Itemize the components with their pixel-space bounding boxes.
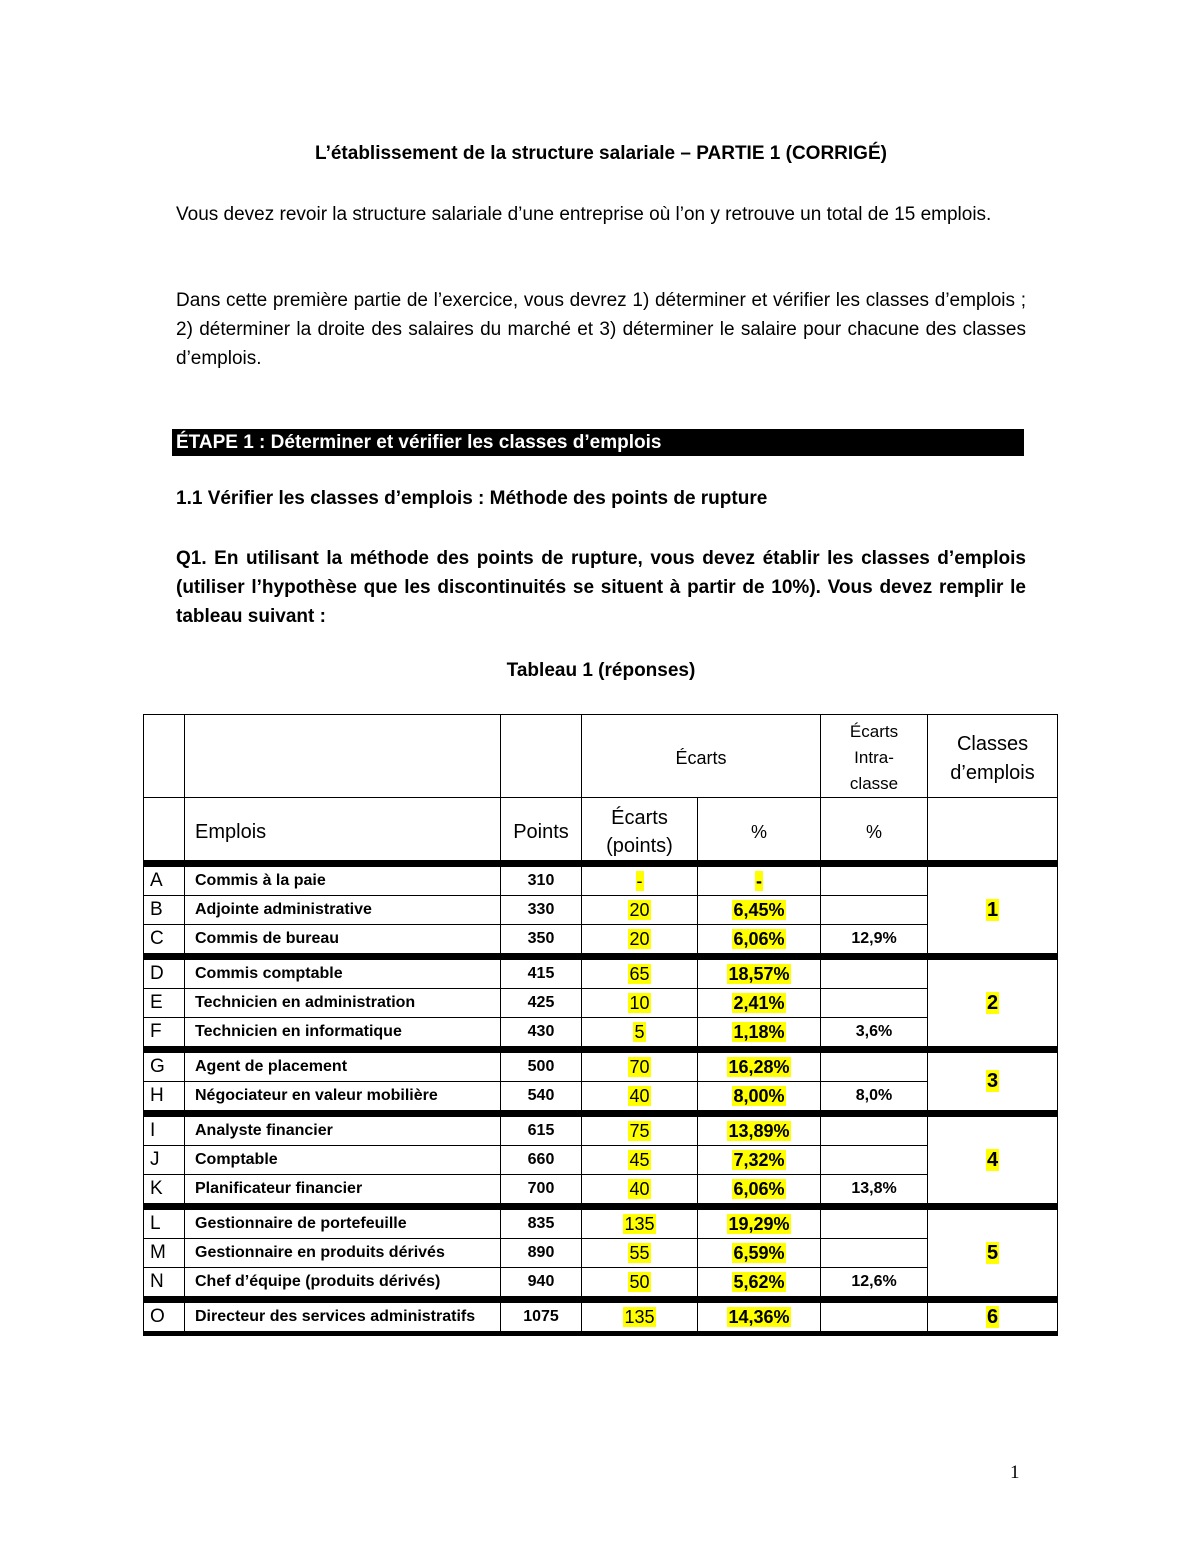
intra-pct-header: % <box>821 798 928 864</box>
document-title: L’établissement de la structure salariale – PARTIE 1 (CORRIGÉ) <box>315 143 887 164</box>
row-letter <box>144 1146 185 1175</box>
ecart-points-value: 40 <box>629 1178 650 1199</box>
job-name <box>185 1146 501 1175</box>
job-name <box>185 1207 501 1239</box>
intra-class-pct <box>821 925 928 957</box>
job-name-value: Gestionnaire de portefeuille <box>195 1215 407 1232</box>
ecart-points-value: 135 <box>624 1213 655 1234</box>
row-letter <box>144 1239 185 1268</box>
job-points <box>501 1018 582 1050</box>
row-letter-value: I <box>150 1120 156 1141</box>
ecart-points-value: 20 <box>629 899 650 920</box>
job-name-value: Commis comptable <box>195 965 343 982</box>
intra-class-pct <box>821 1207 928 1239</box>
job-points-value: 330 <box>527 901 555 918</box>
class-number-value: 5 <box>986 1241 999 1264</box>
table-caption: Tableau 1 (réponses) <box>506 660 696 681</box>
ecart-pct-value: 16,28% <box>728 1056 790 1077</box>
ecart-pct-value: 6,06% <box>733 928 785 949</box>
row-letter-value: B <box>150 899 163 920</box>
ecart-pct-value: 6,45% <box>733 899 785 920</box>
table-row <box>144 957 1058 989</box>
row-letter <box>144 1207 185 1239</box>
intra-class-pct <box>821 1268 928 1300</box>
job-name <box>185 1268 501 1300</box>
class-number-value: 1 <box>986 898 999 921</box>
table-row <box>144 1114 1058 1146</box>
table-row <box>144 925 1058 957</box>
ecart-points <box>582 1050 698 1082</box>
job-points-value: 890 <box>527 1244 555 1261</box>
table-row <box>144 864 1058 896</box>
ecart-pct-value: 8,00% <box>733 1085 785 1106</box>
ecart-points <box>582 896 698 925</box>
job-name <box>185 1114 501 1146</box>
row-letter-value: L <box>150 1213 161 1234</box>
ecart-points-value: 135 <box>624 1306 655 1327</box>
class-number <box>928 1207 1058 1300</box>
job-points <box>501 1082 582 1114</box>
ecart-points <box>582 1300 698 1334</box>
row-letter-value: N <box>150 1271 164 1292</box>
ecart-points-value: 65 <box>629 963 650 984</box>
page-number: 1 <box>1010 1462 1020 1483</box>
job-name-value: Chef d’équipe (produits dérivés) <box>195 1273 441 1290</box>
row-letter-value: K <box>150 1178 163 1199</box>
table-row <box>144 1268 1058 1300</box>
job-name-value: Commis à la paie <box>195 872 326 889</box>
table-row <box>144 1082 1058 1114</box>
row-letter <box>144 1300 185 1334</box>
intro-paragraph-1: Vous devez revoir la structure salariale d’une entreprise où l’on y retrouve un total de 15 emplois. <box>176 204 992 225</box>
row-letter <box>144 1050 185 1082</box>
job-points <box>501 1239 582 1268</box>
job-name <box>185 1239 501 1268</box>
intra-class-pct <box>821 1239 928 1268</box>
ecart-pct <box>698 1082 821 1114</box>
ecart-pct-value: 19,29% <box>728 1213 790 1234</box>
job-name-value: Analyste financier <box>195 1122 333 1139</box>
row-letter <box>144 957 185 989</box>
intro-paragraph-2: Dans cette première partie de l’exercice, vous devrez 1) déterminer et vérifier les classes d’emplois ; 2) déterminer la droite des salaires du marché et 3) déterminer le salaire pour chacune des classes d’emplois. <box>176 290 1026 369</box>
class-number-value: 2 <box>986 991 999 1014</box>
intra-class-pct <box>821 1146 928 1175</box>
ecart-points-value: 70 <box>629 1056 650 1077</box>
table-row <box>144 896 1058 925</box>
row-letter-value: E <box>150 992 163 1013</box>
table-row <box>144 1239 1058 1268</box>
classes-header: Classes d’emplois <box>928 715 1058 798</box>
ecart-points <box>582 1268 698 1300</box>
row-letter <box>144 864 185 896</box>
job-points-value: 615 <box>527 1122 555 1139</box>
job-points-value: 940 <box>527 1273 555 1290</box>
ecart-pct <box>698 896 821 925</box>
ecart-points <box>582 925 698 957</box>
class-number-value: 3 <box>986 1070 999 1092</box>
ecart-pct <box>698 925 821 957</box>
intra-class-pct <box>821 1082 928 1114</box>
ecart-points <box>582 1018 698 1050</box>
job-points <box>501 957 582 989</box>
ecart-pct <box>698 1018 821 1050</box>
job-points <box>501 1050 582 1082</box>
class-number <box>928 957 1058 1050</box>
ecart-pct <box>698 1239 821 1268</box>
job-name <box>185 1082 501 1114</box>
ecart-pct <box>698 864 821 896</box>
intra-class-pct <box>821 864 928 896</box>
intra-class-pct-value: 3,6% <box>855 1023 893 1040</box>
intra-class-pct <box>821 1114 928 1146</box>
ecart-pct <box>698 1114 821 1146</box>
intra-class-pct-value: 8,0% <box>855 1087 893 1104</box>
ecart-points-value: 55 <box>629 1242 650 1263</box>
ecart-points <box>582 1175 698 1207</box>
job-points-value: 660 <box>527 1151 555 1168</box>
ecart-pct-value: - <box>756 870 762 891</box>
class-number <box>928 1114 1058 1207</box>
emplois-header: Emplois <box>185 798 501 864</box>
class-number-value: 6 <box>986 1305 999 1328</box>
intra-class-pct-value: 13,8% <box>851 1180 897 1197</box>
job-name <box>185 925 501 957</box>
ecart-pct <box>698 1207 821 1239</box>
job-points <box>501 1146 582 1175</box>
class-number-value: 4 <box>986 1148 999 1171</box>
intra-class-pct <box>821 1175 928 1207</box>
subsection-heading: 1.1 Vérifier les classes d’emplois : Méthode des points de rupture <box>176 488 768 509</box>
ecart-pct <box>698 989 821 1018</box>
job-points <box>501 1207 582 1239</box>
table-row <box>144 1300 1058 1334</box>
job-name <box>185 1018 501 1050</box>
intra-class-pct-value: 12,9% <box>851 930 897 947</box>
row-letter <box>144 1018 185 1050</box>
intra-class-pct <box>821 1300 928 1334</box>
ecart-points <box>582 1114 698 1146</box>
job-points-value: 425 <box>527 994 555 1011</box>
classes-table <box>143 714 1058 1336</box>
job-points <box>501 1268 582 1300</box>
row-letter-value: C <box>150 928 164 949</box>
ecart-points-value: 5 <box>634 1021 645 1042</box>
intra-class-pct <box>821 989 928 1018</box>
ecarts-group-header: Écarts <box>582 715 821 798</box>
job-name <box>185 1300 501 1334</box>
job-points <box>501 1300 582 1334</box>
question-text: Q1. En utilisant la méthode des points de rupture, vous devez établir les classes d’emplois (utiliser l’hypothèse que les discontinuités se situent à partir de 10%). Vous devez remplir le tableau suivant : <box>176 548 1026 627</box>
ecart-pct <box>698 1175 821 1207</box>
intra-class-header: Écarts Intra- classe <box>821 715 928 798</box>
job-points <box>501 864 582 896</box>
ecart-pct-value: 6,59% <box>733 1242 785 1263</box>
ecart-pct <box>698 957 821 989</box>
ecart-points-value: 40 <box>629 1085 650 1106</box>
row-letter-value: H <box>150 1085 164 1106</box>
ecart-points-value: 50 <box>629 1271 650 1292</box>
header-row-2 <box>144 798 1058 864</box>
intra-class-pct-value: 12,6% <box>851 1273 897 1290</box>
job-points <box>501 1114 582 1146</box>
step-banner: ÉTAPE 1 : Déterminer et vérifier les classes d’emplois <box>172 429 1024 456</box>
job-points-value: 310 <box>527 872 555 889</box>
job-points-value: 1075 <box>523 1308 559 1325</box>
job-name-value: Négociateur en valeur mobilière <box>195 1087 438 1104</box>
ecart-points-value: 75 <box>629 1120 650 1141</box>
header-row-1 <box>144 715 1058 798</box>
ecart-points <box>582 1082 698 1114</box>
class-number <box>928 1300 1058 1334</box>
ecart-pct <box>698 1300 821 1334</box>
table-row <box>144 1207 1058 1239</box>
ecart-points <box>582 989 698 1018</box>
ecart-pct-value: 13,89% <box>728 1120 790 1141</box>
job-name <box>185 896 501 925</box>
job-name-value: Commis de bureau <box>195 930 340 947</box>
ecart-points <box>582 957 698 989</box>
ecarts-points-header: Écarts (points) <box>582 798 698 864</box>
table-row <box>144 989 1058 1018</box>
job-points-value: 430 <box>527 1023 555 1040</box>
ecart-pct-value: 18,57% <box>728 963 790 984</box>
job-points-value: 835 <box>527 1215 555 1232</box>
job-points-value: 700 <box>527 1180 555 1197</box>
job-points-value: 350 <box>527 930 555 947</box>
job-points-value: 415 <box>527 965 555 982</box>
job-name <box>185 1050 501 1082</box>
row-letter-value: J <box>150 1149 160 1170</box>
table-row <box>144 1050 1058 1082</box>
ecart-pct-value: 7,32% <box>733 1149 785 1170</box>
ecart-points-value: - <box>636 870 643 891</box>
job-name <box>185 957 501 989</box>
job-name-value: Technicien en administration <box>195 994 416 1011</box>
ecart-pct-value: 14,36% <box>728 1306 790 1327</box>
ecart-pct <box>698 1050 821 1082</box>
ecart-points <box>582 1239 698 1268</box>
row-letter <box>144 925 185 957</box>
job-points <box>501 896 582 925</box>
job-name-value: Comptable <box>195 1151 278 1168</box>
intra-class-pct <box>821 1050 928 1082</box>
job-points <box>501 989 582 1018</box>
ecart-pct <box>698 1268 821 1300</box>
job-name-value: Agent de placement <box>195 1058 348 1075</box>
row-letter <box>144 989 185 1018</box>
ecart-points-value: 20 <box>629 928 650 949</box>
ecart-pct-value: 1,18% <box>733 1021 785 1042</box>
ecart-points-value: 45 <box>629 1149 650 1170</box>
job-name-value: Adjointe administrative <box>195 901 372 918</box>
ecart-pct-value: 2,41% <box>733 992 785 1013</box>
job-points <box>501 925 582 957</box>
row-letter-value: O <box>150 1306 165 1327</box>
intra-class-pct <box>821 896 928 925</box>
ecart-pct-value: 6,06% <box>733 1178 785 1199</box>
job-name-value: Technicien en informatique <box>195 1023 402 1040</box>
job-name <box>185 1175 501 1207</box>
ecart-points <box>582 1146 698 1175</box>
table-row <box>144 1146 1058 1175</box>
pct-header: % <box>698 798 821 864</box>
job-points-value: 540 <box>527 1087 555 1104</box>
table-row <box>144 1018 1058 1050</box>
row-letter <box>144 1268 185 1300</box>
table-row <box>144 1175 1058 1207</box>
job-name-value: Gestionnaire en produits dérivés <box>195 1244 445 1261</box>
row-letter <box>144 1082 185 1114</box>
job-name <box>185 989 501 1018</box>
job-points <box>501 1175 582 1207</box>
ecart-pct <box>698 1146 821 1175</box>
ecart-points <box>582 864 698 896</box>
class-number <box>928 1050 1058 1114</box>
row-letter-value: D <box>150 963 164 984</box>
row-letter <box>144 1114 185 1146</box>
job-name-value: Planificateur financier <box>195 1180 363 1197</box>
row-letter-value: A <box>150 870 163 891</box>
intra-class-pct <box>821 957 928 989</box>
points-header: Points <box>501 798 582 864</box>
row-letter <box>144 1175 185 1207</box>
job-name-value: Directeur des services administratifs <box>195 1308 476 1325</box>
ecart-points-value: 10 <box>629 992 650 1013</box>
intra-class-pct <box>821 1018 928 1050</box>
ecart-points <box>582 1207 698 1239</box>
class-number <box>928 864 1058 957</box>
job-points-value: 500 <box>527 1058 555 1075</box>
row-letter-value: M <box>150 1242 166 1263</box>
row-letter-value: G <box>150 1056 165 1077</box>
row-letter <box>144 896 185 925</box>
job-name <box>185 864 501 896</box>
row-letter-value: F <box>150 1021 162 1042</box>
ecart-pct-value: 5,62% <box>733 1271 785 1292</box>
